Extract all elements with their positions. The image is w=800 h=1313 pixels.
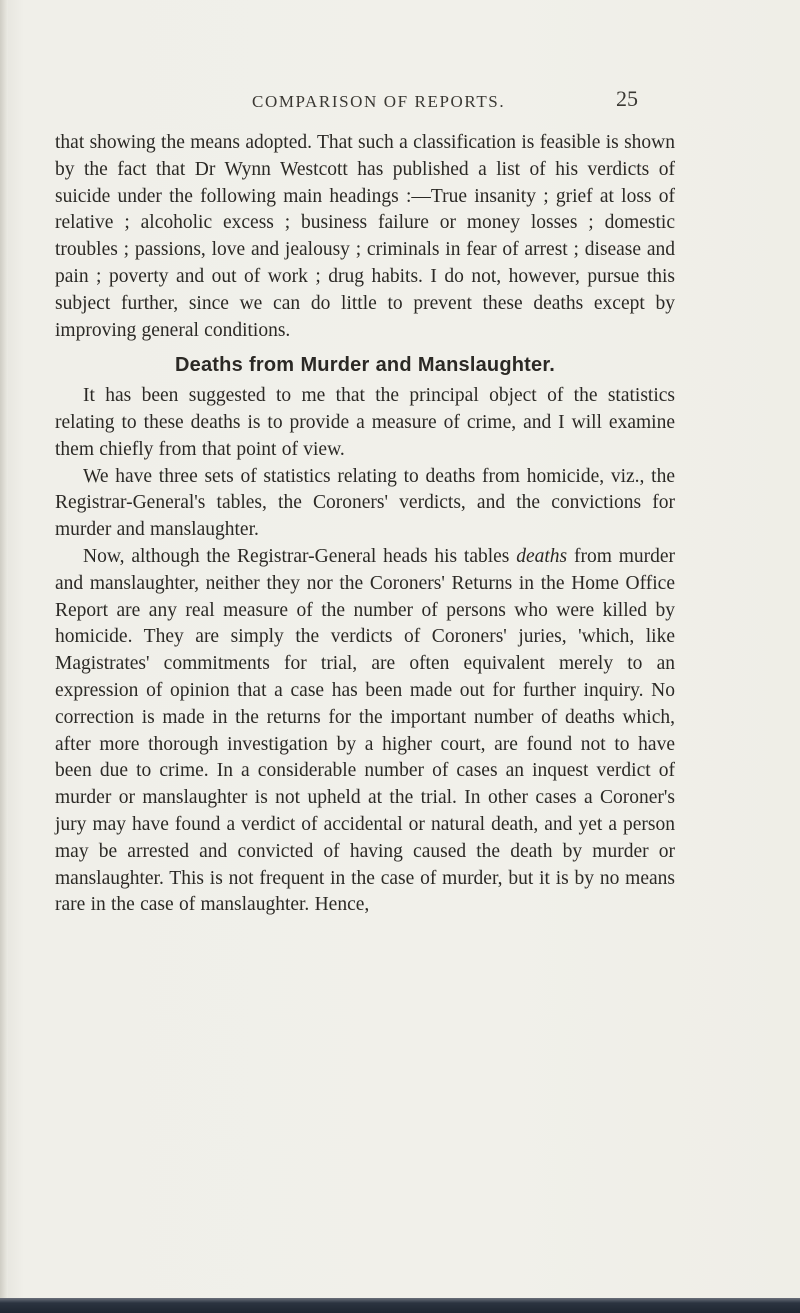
paragraph-text: from murder and manslaughter, neither they nor the Coroners' Returns in the Home Office Report are any real measure of the number of persons who were killed by homicide. They are simply the verdicts of Coroners' juries, 'which, like Magistrates' commitments for trial, are often equivalent merely to an expression of opinion that a case has been made out for further inquiry. No correction is made in the returns for the important number of deaths which, after more thorough investigation by a higher court, are found not to have been due to crime. In a considerable number of cases an inquest verdict of murder or manslaughter is not upheld at the trial. In other cases a Coroner's jury may have found a verdict of accidental or natural death, and yet a person may be arrested and convicted of having caused the death by murder or manslaughter. This is not frequent in the case of murder, but it is by no means rare in the case of manslaughter. Hence,	[55, 545, 676, 916]
scan-bottom-edge	[0, 1298, 800, 1313]
paragraph-continued: that showing the means adopted. That such a classification is feasible is shown by the fact that Dr Wynn Westcott has published a list of his verdicts of suicide under the following main headings :—True insanity ; grief at loss of relative ; alcoholic excess ; business failure or money losses ; domestic troubles ; passions, love and jealousy ; criminals in fear of arrest ; disease and pain ; poverty and out of work ; drug habits. I do not, however, pursue this subject further, since we can do little to prevent these deaths except by improving general conditions.	[55, 132, 675, 341]
page-gutter-edge	[0, 0, 8, 1313]
section-heading: Deaths from Murder and Manslaughter.	[175, 354, 555, 377]
body-text	[55, 130, 675, 919]
page-number: 25	[616, 86, 638, 111]
running-title: COMPARISON OF REPORTS.	[252, 92, 506, 111]
paragraph: It has been suggested to me that the principal object of the statistics relating to these deaths is to provide a measure of crime, and I will examine them chiefly from that point of view.	[55, 385, 675, 460]
paragraph	[55, 544, 675, 919]
running-head	[0, 86, 800, 122]
paragraph-text: Now, although the Registrar-General heads his tables	[83, 545, 510, 567]
italic-word: deaths	[516, 545, 568, 567]
paragraph: We have three sets of statistics relating to deaths from homicide, viz., the Registrar-General's tables, the Coroners' verdicts, and the convictions for murder and manslaughter.	[55, 465, 675, 541]
